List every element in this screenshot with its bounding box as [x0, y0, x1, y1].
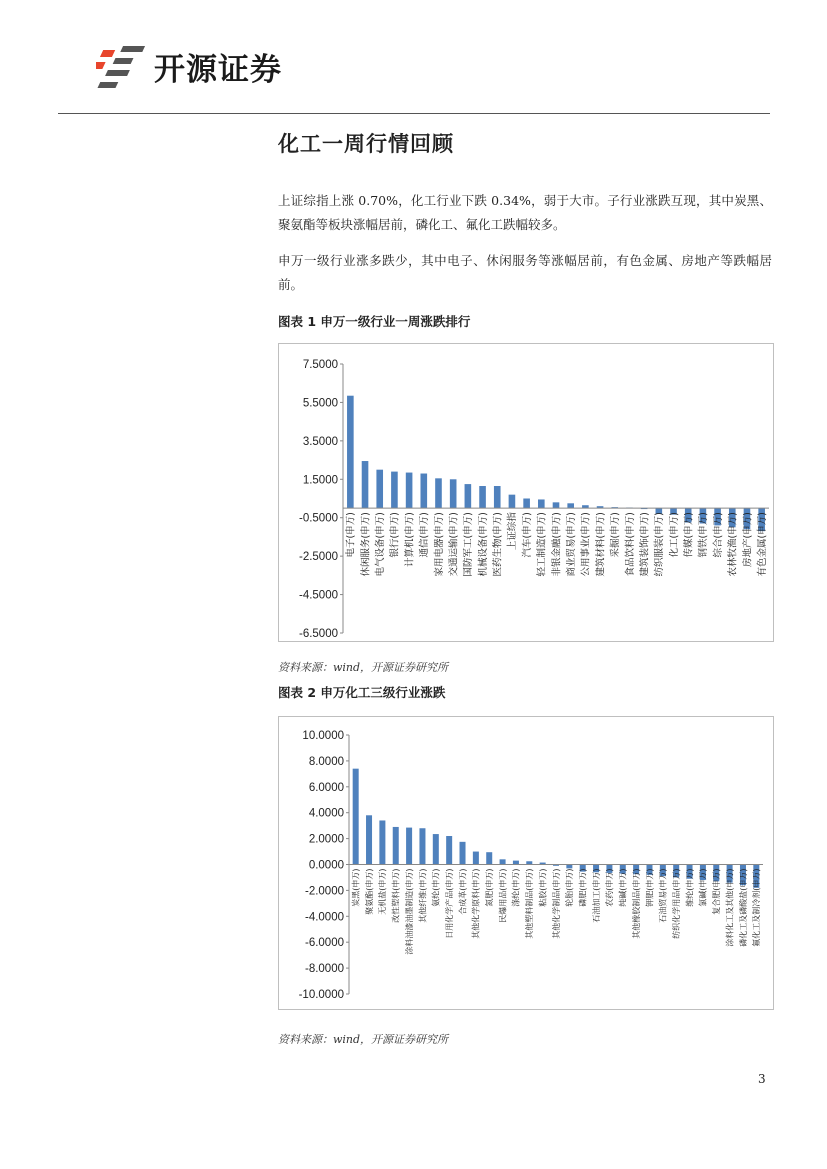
y-tick-label: -0.5000 [298, 512, 338, 525]
category-label: 电气设备(申万) [375, 512, 387, 577]
kaiyuan-logo-icon [96, 44, 146, 88]
category-label: 钢铁(申万) [698, 512, 710, 558]
category-label: 氨纶(申万) [431, 868, 441, 907]
y-tick-label: -6.0000 [304, 937, 344, 950]
category-label: 聚氨酯(申万) [364, 868, 374, 915]
bar [494, 486, 501, 508]
category-label: 家用电器(申万) [433, 512, 445, 577]
bar [433, 834, 439, 864]
bar [420, 474, 427, 509]
y-tick-label: -8.0000 [304, 963, 344, 976]
bar [376, 470, 383, 508]
paragraph-industry-summary: 申万一级行业涨多跌少，其中电子、休闲服务等涨幅居前，有色金属、房地产等跌幅居前。 [278, 253, 772, 292]
category-label: 农林牧渔(申万) [727, 512, 739, 577]
category-label: 维纶(申万) [685, 868, 695, 907]
section-title: 化工一周行情回顾 [278, 132, 454, 156]
chart-1-svg [279, 344, 773, 641]
y-tick-label: 0.0000 [308, 859, 344, 872]
category-label: 石油加工(申万) [591, 868, 601, 923]
category-label: 公用事业(申万) [580, 512, 592, 577]
bar [567, 503, 574, 508]
company-logo [96, 44, 282, 88]
category-label: 有色金属(申万) [756, 512, 768, 577]
bar [509, 495, 516, 508]
y-tick-label: -10.0000 [298, 989, 344, 1001]
bar [523, 499, 530, 509]
y-tick-label: 5.5000 [302, 397, 338, 410]
category-label: 医药生物(申万) [492, 512, 504, 577]
category-label: 机械设备(申万) [477, 512, 489, 577]
category-label: 纯碱(申万) [618, 868, 628, 907]
category-label: 建筑装饰(申万) [639, 512, 651, 577]
category-label: 日用化学产品(申万) [444, 868, 454, 939]
category-label: 电子(申万) [345, 512, 357, 558]
bar [538, 499, 545, 508]
category-label: 石油贸易(申万) [658, 868, 668, 923]
y-tick-label: 7.5000 [302, 359, 338, 371]
category-label: 轻工制造(申万) [536, 512, 548, 577]
category-label: 涤纶(申万) [511, 868, 521, 907]
category-label: 涂料化工及其他(申万) [725, 868, 735, 947]
category-label: 综合(申万) [712, 512, 724, 558]
bar [500, 859, 506, 864]
category-label: 食品饮料(申万) [624, 512, 636, 577]
bar [473, 852, 479, 865]
y-tick-label: 3.5000 [302, 435, 338, 448]
category-label: 休闲服务(申万) [360, 512, 372, 577]
category-label: 国防军工(申万) [463, 512, 475, 577]
figure-2-chart [278, 716, 774, 1010]
bar [450, 479, 457, 508]
figure-1-source: 资料来源：wind，开源证券研究所 [278, 661, 449, 674]
y-tick-label: -6.5000 [298, 628, 338, 640]
y-tick-label: 4.0000 [308, 807, 344, 820]
y-tick-label: 10.0000 [302, 730, 344, 742]
category-label: 无机盐(申万) [378, 868, 388, 915]
figure-1-chart [278, 343, 774, 642]
bar [391, 472, 398, 509]
category-label: 民爆用品(申万) [498, 868, 508, 923]
bar [419, 828, 425, 864]
bar [435, 478, 442, 508]
bar [362, 461, 369, 508]
category-label: 合成革(申万) [458, 868, 468, 915]
category-label: 通信(申万) [419, 512, 431, 558]
category-label: 粘胶(申万) [538, 868, 548, 907]
category-label: 计算机(申万) [404, 512, 416, 568]
category-label: 采掘(申万) [610, 512, 622, 558]
category-label: 上证综指 [507, 512, 519, 551]
category-label: 钾肥(申万) [645, 868, 655, 907]
bar [406, 473, 413, 509]
category-label: 房地产(申万) [742, 512, 754, 568]
y-tick-label: 2.0000 [308, 833, 344, 846]
bar [366, 815, 372, 864]
y-tick-label: 1.5000 [302, 474, 338, 487]
category-label: 其他橡胶制品(申万) [631, 868, 641, 939]
y-tick-label: -4.0000 [304, 911, 344, 924]
page-number: 3 [758, 1072, 766, 1086]
bar [379, 820, 385, 864]
y-tick-label: -4.5000 [298, 589, 338, 602]
category-label: 纺织化学用品(申万) [671, 868, 681, 939]
y-tick-label: -2.0000 [304, 885, 344, 898]
category-label: 复合肥(申万) [712, 868, 722, 915]
bar [406, 828, 412, 865]
y-tick-label: -2.5000 [298, 551, 338, 564]
category-label: 建筑材料(申万) [595, 512, 607, 577]
category-label: 汽车(申万) [521, 512, 533, 558]
company-name: 开源证券 [154, 51, 282, 88]
category-label: 其他纤维(申万) [418, 868, 428, 923]
category-label: 氯碱(申万) [698, 868, 708, 907]
category-label: 商业贸易(申万) [566, 512, 578, 577]
bar [513, 861, 519, 865]
paragraph-market-summary: 上证综指上涨 0.70%，化工行业下跌 0.34%，弱于大市。子行业涨跌互现，其中炭黑、聚氨酯等板块涨幅居前，磷化工、氟化工跌幅较多。 [278, 193, 772, 232]
category-label: 炭黑(申万) [351, 868, 361, 907]
figure-2-source: 资料来源：wind，开源证券研究所 [278, 1033, 449, 1046]
category-label: 氟化工及制冷剂(申万) [752, 868, 762, 947]
category-label: 其他塑料制品(申万) [525, 868, 535, 939]
y-tick-label: 8.0000 [308, 755, 344, 768]
bar [446, 836, 452, 864]
category-label: 传媒(申万) [683, 512, 695, 558]
figure-2-title: 图表 2 申万化工三级行业涨跌 [278, 685, 446, 700]
category-label: 氮肥(申万) [485, 868, 495, 907]
category-label: 其他化学制品(申万) [551, 868, 561, 939]
bar [347, 396, 354, 508]
bar [553, 502, 560, 508]
bar [465, 484, 472, 508]
category-label: 交通运输(申万) [448, 512, 460, 577]
bar [479, 486, 486, 508]
category-label: 磷化工及磷酸盐(申万) [738, 868, 748, 947]
category-label: 轮胎(申万) [565, 868, 575, 907]
category-label: 改性塑料(申万) [391, 868, 401, 923]
figure-1-title: 图表 1 申万一级行业一周涨跌排行 [278, 314, 471, 329]
y-tick-label: 6.0000 [308, 781, 344, 794]
bar [486, 852, 492, 864]
category-label: 银行(申万) [389, 512, 401, 558]
category-label: 农药(申万) [605, 868, 615, 907]
chart-2-svg [279, 717, 773, 1009]
category-label: 纺织服装(申万) [654, 512, 666, 577]
category-label: 其他化学原料(申万) [471, 868, 481, 939]
category-label: 磷肥(申万) [578, 868, 588, 907]
header-divider [58, 113, 770, 114]
bar [566, 865, 572, 869]
bar [353, 769, 359, 865]
bar [393, 827, 399, 865]
bar [460, 842, 466, 865]
category-label: 非银金融(申万) [551, 512, 563, 577]
category-label: 涂料油漆油墨制造(申万) [404, 868, 414, 955]
category-label: 化工(申万) [668, 512, 680, 558]
